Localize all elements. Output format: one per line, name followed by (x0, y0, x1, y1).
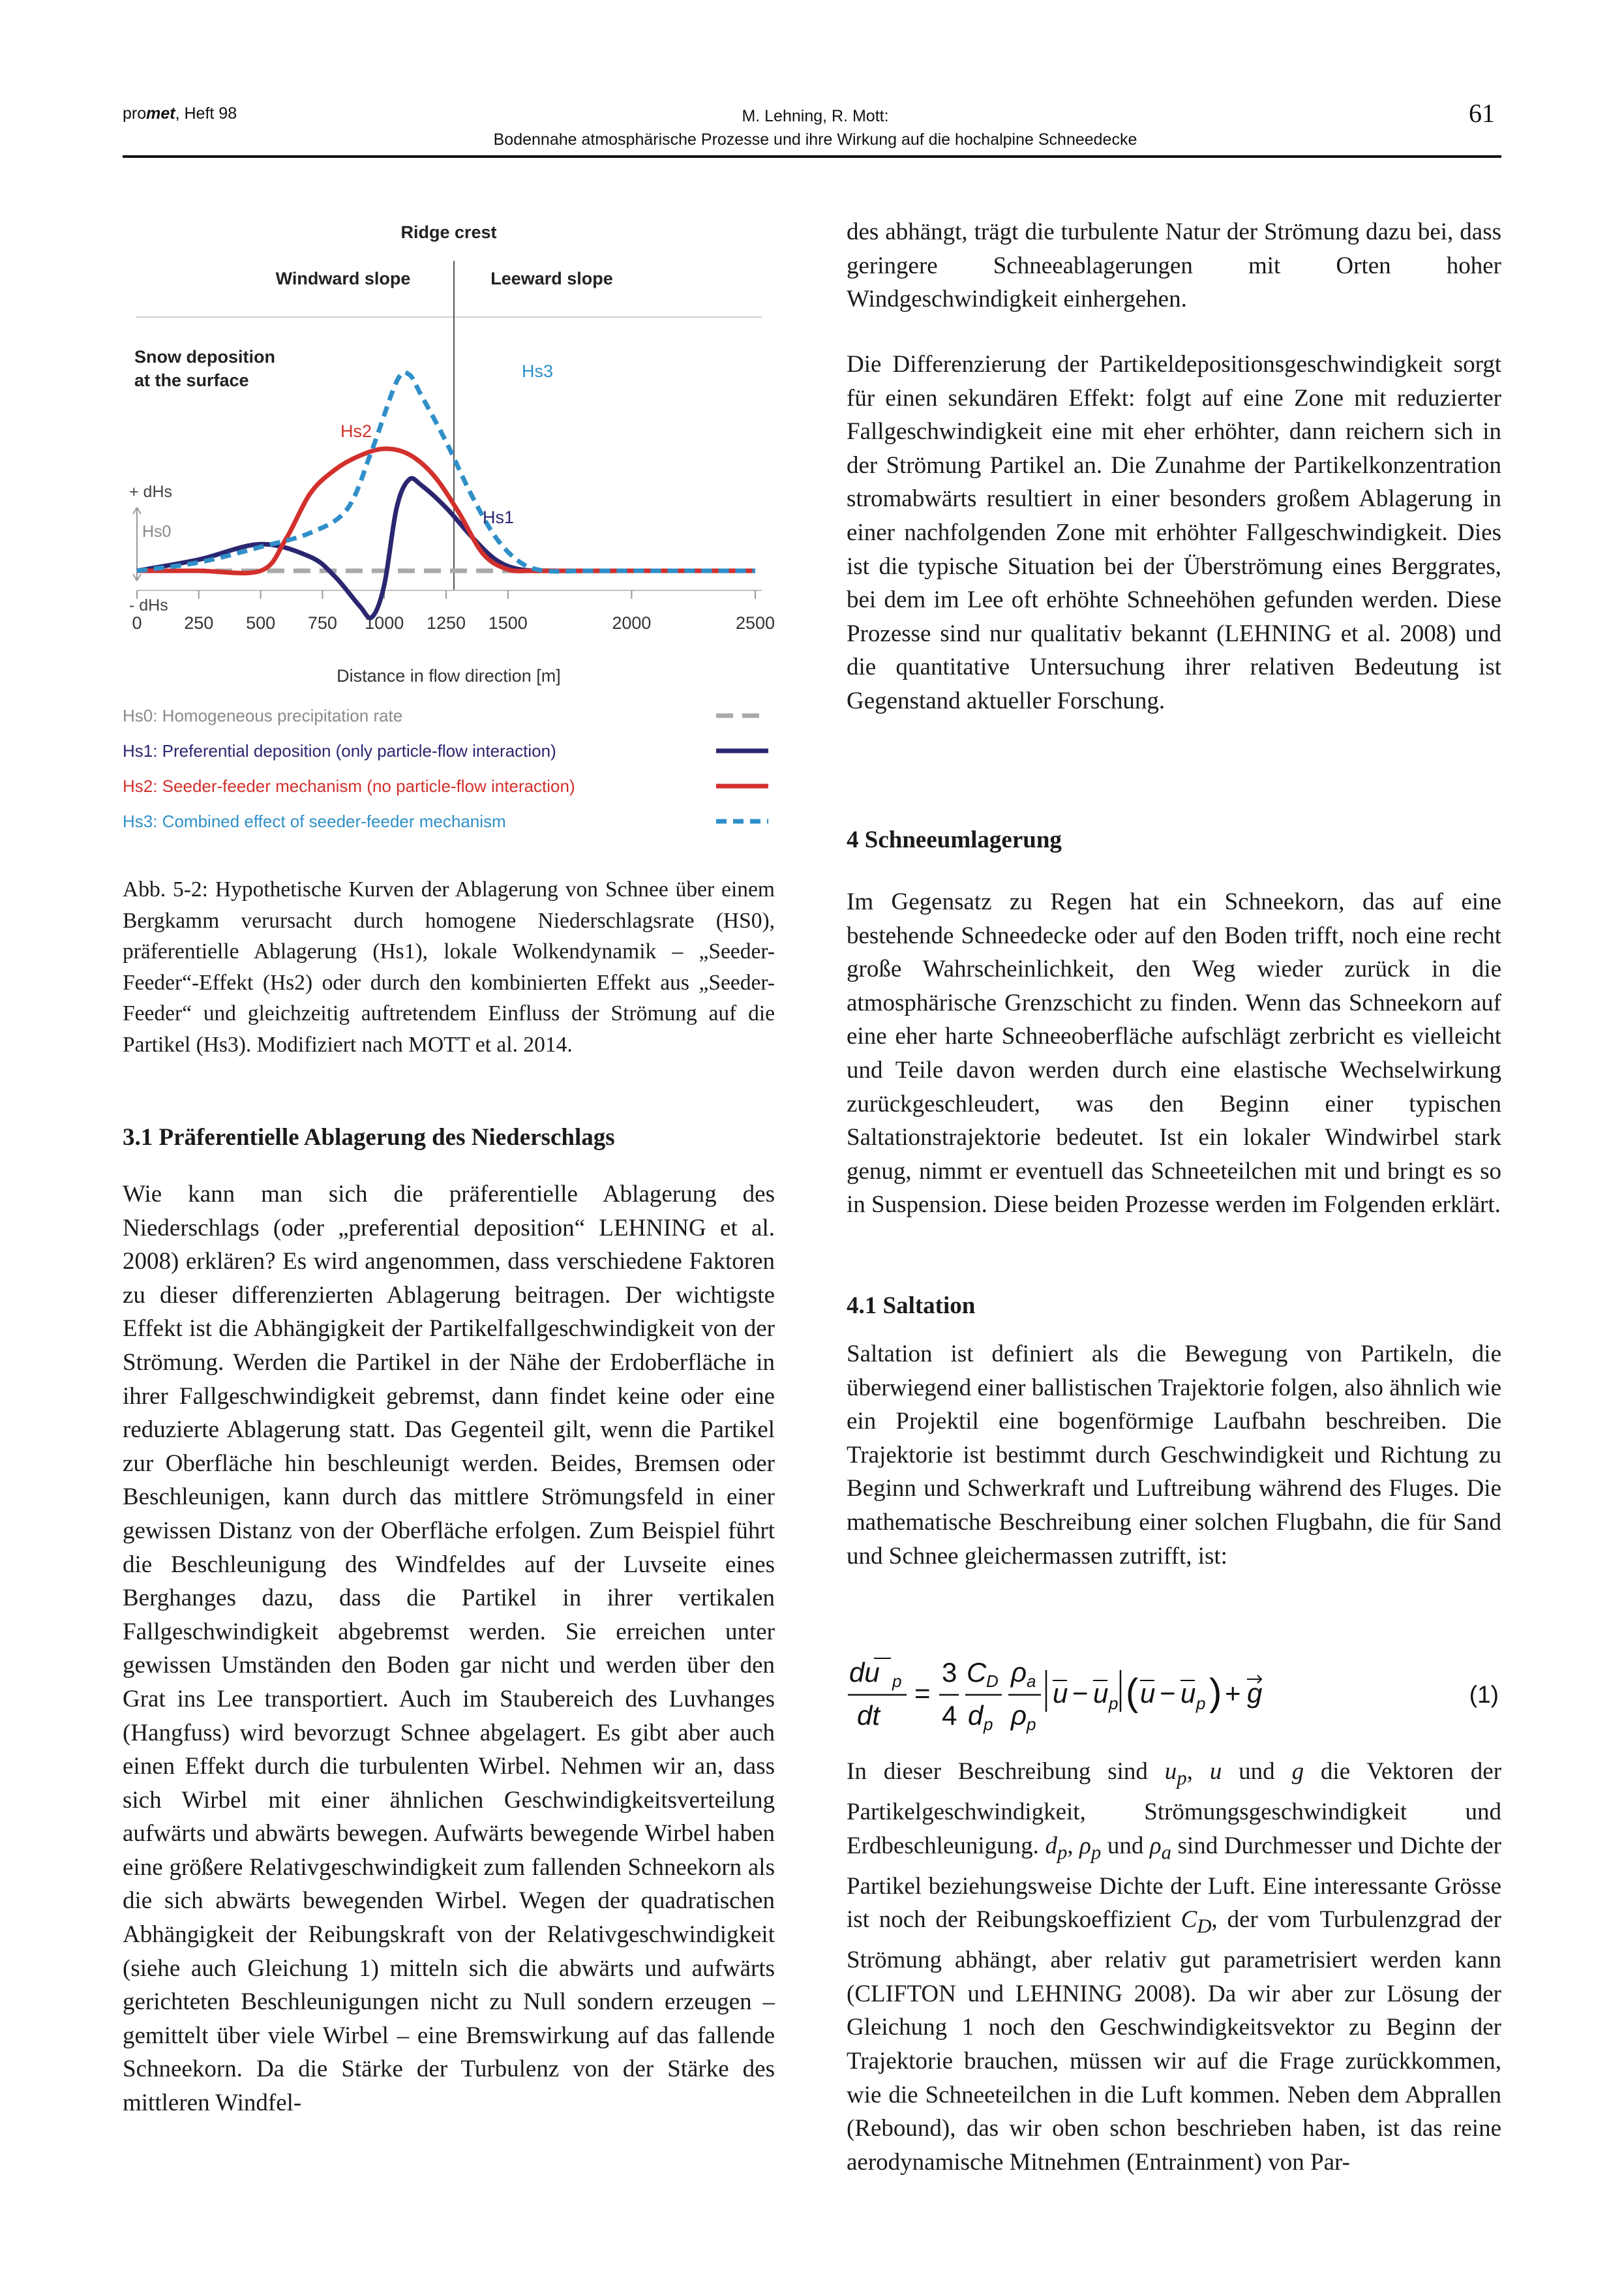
svg-text:d: d (968, 1700, 984, 1731)
svg-text:a: a (1027, 1671, 1036, 1691)
svg-text:3: 3 (942, 1657, 957, 1688)
svg-text:4: 4 (942, 1700, 957, 1731)
paragraph-differentiation: Die Differenzierung der Partikeldepositionsgeschwindigkeit sorgt für einen sekundären Effekt: folgt auf eine Zone mit reduzierter Fallgeschwindigkeit eine mit eher erhöhter, dann reichern sich in der Strömung Partikel an. Die Zunahme der Partikelkonzentration stromabwärts resultiert in einer besonders großem Ablagerung in einer nachfolgenden Zone mit erhöhter Fallgeschwindigkeit. Dies ist die typische Situation bei der Überströmung eines Berggrates, bei dem im Lee oft erhöhte Schneehöhen gefunden werden. Diese Prozesse sind nur qualitativ bekannt (LEHNING et al. 2008) und die quantitative Untersuchung ihrer relativen Bedeutung ist Gegenstand aktueller Forschung. (847, 351, 1501, 714)
svg-text:p: p (892, 1671, 902, 1691)
svg-text:du: du (849, 1657, 880, 1688)
section-heading-4: 4 Schneeumlagerung (847, 827, 1062, 853)
section-heading-4-1: 4.1 Saltation (847, 1292, 976, 1319)
svg-text:p: p (1027, 1714, 1036, 1734)
svg-text:(: ( (1126, 1671, 1139, 1714)
legend-label: Hs0: Homogeneous precipitation rate (123, 706, 403, 725)
svg-text:ρ: ρ (1011, 1657, 1027, 1688)
equation-1 (847, 1644, 1501, 1742)
figure-legend (123, 706, 768, 831)
journal-prefix: pro (123, 104, 147, 123)
svg-text:−: − (1072, 1678, 1089, 1709)
paragraph-equation-description: In dieser Beschreibung sind $u_p$, u und g die Vektoren der Partikelgeschwindigkeit, Strömungsgeschwindigkeit und Erdbeschleunigung. $d_p$, $\rho_p$ und $\rho_a$ sind Durchmesser und Dichte der Partikel beziehungsweise Dichte der Luft. Eine interessante Grösse ist noch der Reibungskoeffizient $C_D$, der vom Turbulenzgrad der Strömung abhängt, aber relativ gut parametrisiert werden kann (CLIFTON und LEHNING 2008). Da wir aber zur Lösung der Gleichung 1 noch den Geschwindigkeitsvektor zu Beginn der Trajektorie brauchen, müssen wir auf die Frage zurückkommen, wie die Schneeteilchen in die Luft kommen. Neben dem Abprallen (Rebound), das wir oben schon beschrieben haben, ist das reine aerodynamische Mitnehmen (Entrainment) von Par- (847, 1758, 1502, 2176)
paragraph-saltation: Saltation ist definiert als die Bewegung von Partikeln, die überwiegend einer ballistischen Trajektorie folgen, also ähnlich wie ein Projektil eine bogenförmige Laufbahn beschreiben. Die Trajektorie ist bestimmt durch Geschwindigkeit und Richtung zu Beginn und Schwerkraft und Luftreibung während des Fluges. Die mathematische Beschreibung einer solchen Flugbahn, die für Sand und Schnee gleichermassen zutrifft, ist: (847, 1341, 1501, 1570)
section-heading-3-1: 3.1 Präferentielle Ablagerung des Niederschlags (123, 1124, 615, 1151)
svg-text:g: g (1247, 1678, 1263, 1709)
paragraph-preferential-deposition: Wie kann man sich die präferentielle Ablagerung des Niederschlags (oder „preferential deposition“ LEHNING et al. 2008) erklären? Es wird angenommen, dass verschiedene Faktoren zu dieser differenzierten Ablagerung beitragen. Der wichtigste Effekt ist die Abhängigkeit der Partikelfallgeschwindigkeit von der Strömung. Werden die Partikel in der Nähe der Erdoberfläche in ihrer Fallgeschwindigkeit gebremst, dann findet keine oder eine reduzierte Ablagerung statt. Das Gegenteil gilt, wenn die Partikel zur Oberfläche hin beschleunigt werden. Beides, Bremsen oder Beschleunigen, kann durch das mittlere Strömungsfeld in einer gewissen Distanz von der Oberfläche erfolgen. Zum Beispiel führt die Beschleunigung des Windfeldes auf der Luvseite eines Berghanges dazu, dass die Partikel in ihrer vertikalen Fallgeschwindigkeit abgebremst werden. Sie erreichen unter gewissen Umständen den Boden gar nicht und werden über den Grat ins Lee transportiert. Auch im Staubereich des Luvhanges (Hangfuss) wird bevorzugt Schnee abgelagert. Es gibt aber auch einen Effekt durch die turbulenten Wirbel. Nehmen wir an, dass sich Wirbel mit einer ähnlichen Geschwindigkeitsverteilung aufwärts und abwärts bewegen. Aufwärts bewegende Wirbel haben eine größere Relativgeschwindigkeit zum fallenden Schneekorn als die sich abwärts bewegenden Wirbel. Wegen der quadratischen Abhängigkeit der Reibungskraft von der Relativgeschwindigkeit (siehe auch Gleichung 1) mitteln sich die abwärts und aufwärts gerichteten Beschleunigungen nicht zu Null sondern erzeugen – gemittelt über viele Wirbel – eine Bremswirkung auf das fallende Schneekorn. Da die Stärke der Turbulenz von der Stärke des mittleren Windfel- (123, 1181, 775, 2117)
running-header-journal (123, 104, 237, 123)
equation-number: (1) (1469, 1681, 1499, 1708)
journal-emphasis: met (146, 104, 175, 123)
svg-text:p: p (1196, 1694, 1206, 1713)
svg-text:ρ: ρ (1011, 1700, 1027, 1731)
figure-snow-deposition (123, 215, 775, 868)
paragraph-continuation: des abhängt, trägt die turbulente Natur der Strömung dazu bei, dass geringere Schneeablagerungen mit Orten hoher Windgeschwindigkeit einhergehen. (847, 219, 1501, 313)
page-number: 61 (1469, 99, 1495, 128)
x-tick-label: 1500 (488, 613, 528, 633)
x-tick-label: 0 (132, 613, 142, 633)
x-tick-label: 1250 (426, 613, 466, 633)
header-article-title: Bodennahe atmosphärische Prozesse und ihre Wirkung auf die hochalpine Schneedecke (493, 130, 1137, 149)
series-label-hs2: Hs2 (340, 421, 372, 441)
svg-text:C: C (967, 1657, 987, 1688)
svg-text:p: p (984, 1714, 993, 1734)
label-plus-dhs: + dHs (129, 483, 173, 501)
label-ridge-crest: Ridge crest (400, 222, 497, 242)
x-tick-label: 1000 (365, 613, 404, 633)
x-tick-label: 2500 (735, 613, 775, 633)
label-hs0: Hs0 (142, 523, 172, 541)
label-leeward-slope: Leeward slope (490, 269, 613, 288)
x-tick-label: 250 (184, 613, 214, 633)
figure-caption: Abb. 5-2: Hypothetische Kurven der Ablagerung von Schnee über einem Bergkamm verursacht durch homogene Niederschlagsrate (HS0), präferentielle Ablagerung (Hs1), lokale Wolkendynamik – „Seeder-Feeder“-Effekt (Hs2) oder durch den kombinierten Effekt aus „Seeder-Feeder“ und gleichzeitig auftretendem Einfluss der Strömung auf die Partikel (Hs3). Modifiziert nach MOTT et al. 2014. (123, 877, 775, 1057)
svg-text:=: = (914, 1678, 931, 1709)
journal-issue: , Heft 98 (175, 104, 237, 123)
svg-text:D: D (986, 1671, 999, 1691)
header-rule (123, 155, 1501, 158)
paragraph-snow-redistribution: Im Gegensatz zu Regen hat ein Schneekorn, das auf eine bestehende Schneedecke oder auf den Boden trifft, noch eine recht große Wahrscheinlichkeit, den Weg wieder zurück in die atmosphärische Grenzschicht zu finden. Wenn das Schneekorn auf eine eher harte Schneeoberfläche aufschlägt zerbricht es vielleicht und Teile davon werden durch eine elastische Wechselwirkung zurückgeschleudert, was den Beginn einer typischen Saltationstrajektorie bedeutet. Ist ein lokaler Windwirbel stark genug, nimmt er eventuell das Schneeteilchen mit und bringt es so in Suspension. Diese beiden Prozesse werden im Folgenden erklärt. (847, 889, 1501, 1219)
x-ticks (132, 590, 775, 633)
svg-text:): ) (1209, 1671, 1222, 1714)
x-axis-label: Distance in flow direction [m] (337, 666, 561, 686)
running-header-title (365, 104, 1265, 151)
label-snow-deposition: Snow deposition (134, 347, 275, 367)
svg-text:−: − (1160, 1678, 1176, 1709)
series-hs3-line (137, 372, 755, 571)
svg-text:u: u (1140, 1678, 1156, 1709)
x-tick-label: 2000 (612, 613, 652, 633)
svg-text:dt: dt (857, 1700, 880, 1731)
label-minus-dhs: - dHs (129, 596, 168, 615)
series-label-hs1: Hs1 (483, 508, 515, 527)
legend-label: Hs2: Seeder-feeder mechanism (no particle-flow interaction) (123, 776, 575, 796)
svg-text:p: p (1109, 1694, 1119, 1713)
svg-text:u: u (1053, 1678, 1068, 1709)
label-windward-slope: Windward slope (275, 269, 411, 288)
legend-label: Hs1: Preferential deposition (only particle-flow interaction) (123, 741, 556, 761)
x-tick-label: 750 (307, 613, 337, 633)
legend-label: Hs3: Combined effect of seeder-feeder mechanism (123, 812, 506, 831)
header-authors: M. Lehning, R. Mott: (742, 107, 889, 125)
svg-text:u: u (1093, 1678, 1109, 1709)
x-tick-label: 500 (246, 613, 276, 633)
svg-text:u: u (1180, 1678, 1196, 1709)
svg-text:+: + (1225, 1678, 1241, 1709)
series-label-hs3: Hs3 (522, 361, 554, 381)
label-at-the-surface: at the surface (134, 371, 249, 390)
